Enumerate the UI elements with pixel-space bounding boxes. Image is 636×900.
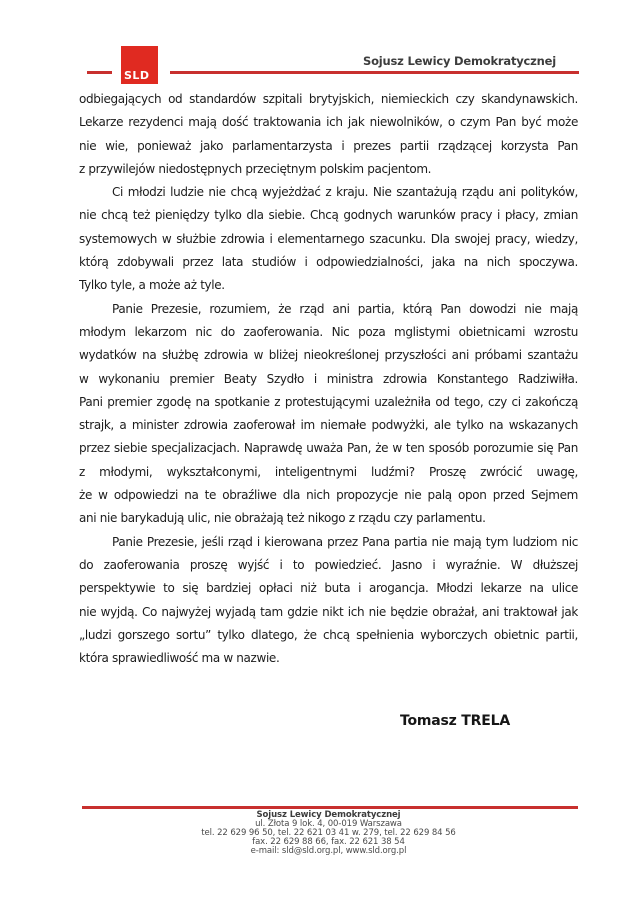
text-line-p1-l4: z przywilejów niedostępnych przeciętnym polskim pacjentom. <box>79 161 432 176</box>
sld-logo <box>121 46 158 84</box>
footer-fax: fax. 22 629 88 66, fax. 22 621 38 54 <box>252 837 405 847</box>
text-line-p3-l9: że w odpowiedzi na te obraźliwe dla nich propozycje nie palą opon przed Sejmem <box>79 488 578 503</box>
text-line-p4-l3: perspektywie to się bardziej opłaci niż buta i arogancja. Młodzi lekarze na ulice <box>79 581 578 596</box>
header-rule <box>170 71 579 74</box>
text-line-p3-l1: Panie Prezesie, rozumiem, że rząd ani partia, którą Pan dowodzi nie mają <box>112 301 578 316</box>
text-line-p4-l5: „ludzi gorszego sortu” tylko dlatego, że chcą spełnienia wyborczych obietnic partii, <box>79 627 578 642</box>
text-line-p4-l6: która sprawiedliwość ma w nazwie. <box>79 651 280 666</box>
text-line-p2-l2: nie chcą też pieniędzy tylko dla siebie. Chcą godnych warunków pracy i płacy, zmian <box>79 208 578 223</box>
footer-block <box>79 811 578 856</box>
text-line-p2-l1: Ci młodzi ludzie nie chcą wyjeżdżać z kraju. Nie szantażują rządu ani polityków, <box>112 185 578 200</box>
sld-logo-text: SLD <box>124 69 150 82</box>
text-line-p3-l10: ani nie barykadują ulic, nie obrażają też nikogo z rządu czy parlamentu. <box>79 511 486 526</box>
footer-phones: tel. 22 629 96 50, tel. 22 621 03 41 w. 279, tel. 22 629 84 56 <box>201 828 456 838</box>
text-line-p4-l2: do zaoferowania proszę wyjść i to powiedzieć. Jasno i wyraźnie. W dłuższej <box>79 557 578 572</box>
text-line-p3-l6: strajk, a minister zdrowia zaoferował im niemałe podwyżki, ale tylko na wskazanych <box>79 418 578 433</box>
footer-org-name: Sojusz Lewicy Demokratycznej <box>256 810 401 820</box>
footer-email-web: e-mail: sld@sld.org.pl, www.sld.org.pl <box>250 846 407 856</box>
text-line-p3-l7: przez siebie specjalizacjach. Naprawdę uważa Pan, że w ten sposób porozumie się Pan <box>79 441 578 456</box>
text-line-p4-l4: nie wyjdą. Co najwyżej wyjadą tam gdzie nikt ich nie będzie obrażał, ani traktował jak <box>79 604 578 619</box>
text-line-p3-l4: w wykonaniu premier Beaty Szydło i ministra zdrowia Konstantego Radziwiłła. <box>79 371 578 386</box>
text-line-p3-l8: z młodymi, wykształconymi, inteligentnymi ludźmi? Proszę zwrócić uwagę, <box>79 464 578 479</box>
text-line-p1-l1: odbiegających od standardów szpitali brytyjskich, niemieckich czy skandynawskich. <box>79 92 578 106</box>
text-line-p2-l4: którą zdobywali przez lata studiów i odpowiedzialności, jaka na nich spoczywa. <box>79 255 578 270</box>
header-left-dash <box>87 71 112 74</box>
signature-name: Tomasz TRELA <box>400 713 510 729</box>
text-line-p2-l3: systemowych w służbie zdrowia i elementarnego szacunku. Dla swojej pracy, wiedzy, <box>79 231 578 246</box>
text-line-p4-l1: Panie Prezesie, jeśli rząd i kierowana przez Pana partia nie mają tym ludziom nic <box>112 534 578 549</box>
header-org-name: Sojusz Lewicy Demokratycznej <box>362 54 556 68</box>
text-line-p3-l5: Pani premier zgodę na spotkanie z protestującymi uzależniła od tego, czy ci zakończą <box>79 394 578 409</box>
text-line-p1-l2: Lekarze rezydenci mają dość traktowania ich jak niewolników, o czym Pan być może <box>79 115 578 130</box>
text-line-p3-l3: wydatków na służbę zdrowia w bliżej nieokreślonej przyszłości ani próbami szantażu <box>79 348 578 363</box>
footer-rule <box>82 806 578 809</box>
letter-body <box>79 88 578 670</box>
text-line-p1-l3: nie wie, ponieważ jako parlamentarzysta i prezes partii rządzącej korzysta Pan <box>79 138 578 153</box>
text-line-p2-l5: Tylko tyle, a może aż tyle. <box>79 278 225 293</box>
footer-address: ul. Złota 9 lok. 4, 00-019 Warszawa <box>255 819 402 829</box>
text-line-p3-l2: młodym lekarzom nic do zaoferowania. Nic poza mglistymi obietnicami wzrostu <box>79 324 578 339</box>
